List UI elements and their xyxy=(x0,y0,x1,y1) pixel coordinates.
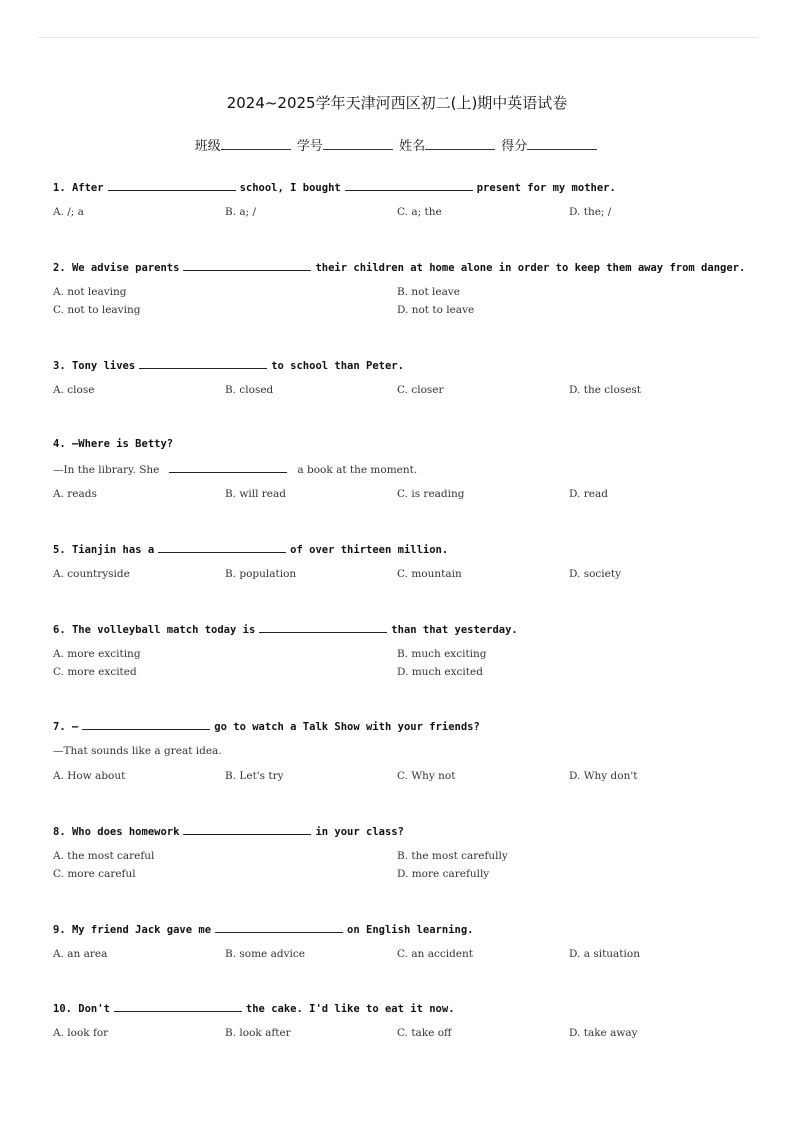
option-b: B. the most carefully xyxy=(397,850,508,862)
option-b: B. population xyxy=(225,568,297,580)
question-7 xyxy=(53,719,773,783)
option-d: D. Why don't xyxy=(569,770,638,782)
option-a: A. /; a xyxy=(53,206,84,218)
option-a: A. How about xyxy=(53,770,126,782)
dialogue-line: —That sounds like a great idea. xyxy=(53,745,222,757)
question-stem: 9. My friend Jack gave me on English learning. xyxy=(53,924,474,936)
option-d: D. the closest xyxy=(569,384,642,396)
option-c: C. an accident xyxy=(397,948,473,960)
option-c: C. take off xyxy=(397,1027,452,1039)
option-c: C. more excited xyxy=(53,666,137,678)
option-b: B. some advice xyxy=(225,948,305,960)
answer-blank xyxy=(345,180,473,191)
question-stem: 5. Tianjin has a of over thirteen million. xyxy=(53,544,449,556)
option-c: C. a; the xyxy=(397,206,442,218)
question-stem: 4. —Where is Betty? xyxy=(53,438,174,450)
option-a: A. look for xyxy=(53,1027,109,1039)
option-a: A. an area xyxy=(53,948,108,960)
option-b: B. much exciting xyxy=(397,648,487,660)
option-d: D. more carefully xyxy=(397,868,490,880)
answer-blank xyxy=(158,542,286,553)
question-stem: 7. — go to watch a Talk Show with your friends? xyxy=(53,721,480,733)
options-grid xyxy=(53,647,773,679)
option-b: B. a; / xyxy=(225,206,257,218)
header-divider xyxy=(38,37,758,38)
option-d: D. much excited xyxy=(397,666,483,678)
option-a: A. the most careful xyxy=(53,850,155,862)
option-a: A. close xyxy=(53,384,95,396)
option-b: B. not leave xyxy=(397,286,461,298)
options-row xyxy=(53,205,773,219)
answer-blank xyxy=(82,719,210,730)
question-stem: 6. The volleyball match today is than that yesterday. xyxy=(53,624,518,636)
option-b: B. closed xyxy=(225,384,274,396)
answer-blank xyxy=(183,824,311,835)
answer-blank xyxy=(169,462,287,473)
question-8 xyxy=(53,824,773,881)
answer-blank xyxy=(114,1001,242,1012)
question-4 xyxy=(53,437,773,501)
option-c: C. mountain xyxy=(397,568,462,580)
question-6 xyxy=(53,622,773,679)
answer-blank xyxy=(215,922,343,933)
option-c: C. not to leaving xyxy=(53,304,141,316)
question-stem: 8. Who does homework in your class? xyxy=(53,826,404,838)
option-a: A. countryside xyxy=(53,568,130,580)
option-b: B. Let's try xyxy=(225,770,284,782)
option-c: C. more careful xyxy=(53,868,136,880)
dialogue-line: —In the library. She a book at the moment. xyxy=(53,464,418,476)
options-row xyxy=(53,383,773,397)
option-a: A. reads xyxy=(53,488,97,500)
option-c: C. Why not xyxy=(397,770,456,782)
page-title: 2024~2025学年天津河西区初二(上)期中英语试卷 xyxy=(226,94,568,112)
question-5 xyxy=(53,542,773,581)
class-label: 班级 xyxy=(194,139,221,154)
question-stem: 10. Don't the cake. I'd like to eat it now. xyxy=(53,1003,455,1015)
option-d: D. a situation xyxy=(569,948,640,960)
question-9 xyxy=(53,922,773,961)
question-1 xyxy=(53,180,773,219)
answer-blank xyxy=(259,622,387,633)
question-stem: 3. Tony lives to school than Peter. xyxy=(53,360,404,372)
option-d: D. take away xyxy=(569,1027,638,1039)
option-c: C. closer xyxy=(397,384,444,396)
option-c: C. is reading xyxy=(397,488,465,500)
options-grid xyxy=(53,849,773,881)
score-blank xyxy=(527,137,597,150)
options-row xyxy=(53,947,773,961)
question-3 xyxy=(53,358,773,397)
options-row xyxy=(53,769,773,783)
answer-blank xyxy=(108,180,236,191)
number-label: 学号 xyxy=(296,139,323,154)
option-a: A. not leaving xyxy=(53,286,127,298)
answer-blank xyxy=(139,358,267,369)
option-d: D. society xyxy=(569,568,622,580)
options-grid xyxy=(53,285,773,317)
question-stem: 2. We advise parents their children at home alone in order to keep them away from danger. xyxy=(53,262,746,274)
option-b: B. look after xyxy=(225,1027,291,1039)
options-row xyxy=(53,567,773,581)
options-row xyxy=(53,1026,773,1040)
option-d: D. the; / xyxy=(569,206,612,218)
question-stem: 1. After school, I bought present for my mother. xyxy=(53,182,616,194)
option-d: D. read xyxy=(569,488,608,500)
score-label: 得分 xyxy=(501,139,528,154)
name-blank xyxy=(425,137,495,150)
student-info-line xyxy=(0,135,794,154)
question-2 xyxy=(53,260,773,317)
options-row xyxy=(53,487,773,501)
answer-blank xyxy=(183,260,311,271)
name-label: 姓名 xyxy=(399,139,426,154)
class-blank xyxy=(221,137,291,150)
number-blank xyxy=(323,137,393,150)
question-10 xyxy=(53,1001,773,1040)
option-d: D. not to leave xyxy=(397,304,475,316)
option-b: B. will read xyxy=(225,488,287,500)
option-a: A. more exciting xyxy=(53,648,141,660)
